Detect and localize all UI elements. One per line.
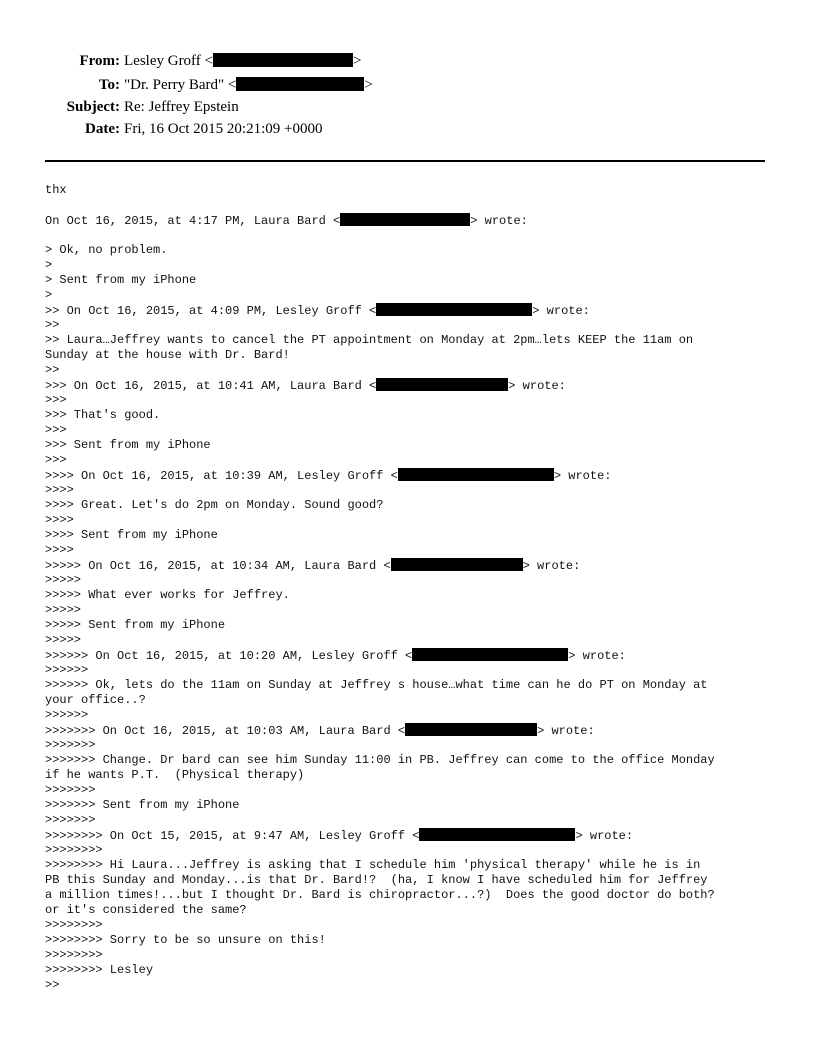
body-text: >>>>>>> Change. Dr bard can see him Sunday 11:00 in PB. Jeffrey can come to the office Monday: [45, 753, 715, 767]
body-line: [45, 243, 775, 258]
body-text: >>>>>>>>: [45, 843, 103, 857]
body-text: > wrote:: [568, 649, 626, 663]
body-line: [45, 783, 775, 798]
body-line: [45, 333, 775, 348]
body-text: >>>> On Oct 16, 2015, at 10:39 AM, Lesley Groff <: [45, 469, 398, 483]
body-text: >>: [45, 363, 60, 377]
date-value: Fri, 16 Oct 2015 20:21:09 +0000: [124, 121, 323, 137]
body-text: >>>>> On Oct 16, 2015, at 10:34 AM, Laura Bard <: [45, 559, 391, 573]
body-text: >>: [45, 978, 60, 992]
body-line: [45, 273, 775, 288]
body-line: [45, 408, 775, 423]
body-line: [45, 558, 775, 573]
body-text: >>>: [45, 393, 67, 407]
body-line: [45, 303, 775, 318]
body-line: [45, 228, 775, 243]
subject-label: Subject:: [66, 99, 120, 115]
body-text: >>>>>>>: [45, 738, 96, 752]
body-text: >: [45, 288, 53, 302]
body-line: [45, 633, 775, 648]
body-line: [45, 798, 775, 813]
body-line: [45, 843, 775, 858]
body-text: >>>>>>> Sent from my iPhone: [45, 798, 240, 812]
body-line: [45, 858, 775, 873]
body-line: [45, 318, 775, 333]
redaction-bar: [236, 77, 364, 91]
body-text: >>>>>>>> Hi Laura...Jeffrey is asking that I schedule him 'physical therapy' while he is in: [45, 858, 701, 872]
body-text: >>>: [45, 453, 67, 467]
body-line: [45, 453, 775, 468]
body-text: > Sent from my iPhone: [45, 273, 197, 287]
body-line: [45, 618, 775, 633]
body-text: >>>>>>>> Sorry to be so unsure on this!: [45, 933, 326, 947]
body-text: >>>>>>>> Lesley: [45, 963, 154, 977]
redaction-bar: [412, 648, 568, 661]
body-text: >>>>>>> On Oct 16, 2015, at 10:03 AM, Laura Bard <: [45, 724, 406, 738]
body-text: >>>>>> On Oct 16, 2015, at 10:20 AM, Lesley Groff <: [45, 649, 413, 663]
redaction-bar: [419, 828, 575, 841]
body-text: >>>>: [45, 483, 74, 497]
header-divider: [45, 160, 765, 162]
body-text: > wrote:: [470, 214, 528, 228]
body-line: [45, 603, 775, 618]
body-line: [45, 693, 775, 708]
body-text: > Ok, no problem.: [45, 243, 168, 257]
body-line: [45, 378, 775, 393]
body-text: Sunday at the house with Dr. Bard!: [45, 348, 290, 362]
body-line: [45, 723, 775, 738]
body-text: >>>>: [45, 543, 74, 557]
to-name: "Dr. Perry Bard" <: [124, 77, 237, 93]
body-line: [45, 393, 775, 408]
body-text: On Oct 16, 2015, at 4:17 PM, Laura Bard <: [45, 214, 341, 228]
body-text: >>>> Great. Let's do 2pm on Monday. Sound good?: [45, 498, 384, 512]
body-line: [45, 483, 775, 498]
date-label: Date:: [85, 121, 120, 137]
redaction-bar: [391, 558, 523, 571]
body-text: > wrote:: [553, 469, 612, 483]
body-line: [45, 963, 775, 978]
body-text: >>>: [45, 423, 67, 437]
body-line: [45, 768, 775, 783]
body-line: [45, 513, 775, 528]
body-text: >>> On Oct 16, 2015, at 10:41 AM, Laura Bard <: [45, 379, 377, 393]
body-line: [45, 918, 775, 933]
body-text: >>>>>>: [45, 708, 89, 722]
body-line: [45, 468, 775, 483]
body-text: > wrote:: [508, 379, 566, 393]
body-line: [45, 663, 775, 678]
body-line: [45, 678, 775, 693]
from-close-bracket: >: [353, 53, 362, 69]
body-line: [45, 873, 775, 888]
body-line: [45, 888, 775, 903]
body-line: [45, 528, 775, 543]
body-text: > wrote:: [522, 559, 581, 573]
body-text: > wrote:: [575, 829, 634, 843]
body-line: [45, 438, 775, 453]
body-text: >>>>>>>> On Oct 15, 2015, at 9:47 AM, Lesley Groff <: [45, 829, 420, 843]
body-line: [45, 258, 775, 273]
body-text: > wrote:: [537, 724, 595, 738]
body-line: [45, 708, 775, 723]
body-text: >>>>>>: [45, 663, 89, 677]
body-text: >>> Sent from my iPhone: [45, 438, 211, 452]
body-line: [45, 348, 775, 363]
to-close-bracket: >: [364, 77, 373, 93]
body-text: > wrote:: [532, 304, 590, 318]
redaction-bar: [376, 378, 508, 391]
to-value: [124, 76, 373, 94]
redaction-bar: [376, 303, 532, 316]
body-text: >>>>> What ever works for Jeffrey.: [45, 588, 290, 602]
body-text: >>>> Sent from my iPhone: [45, 528, 218, 542]
body-line: [45, 933, 775, 948]
redaction-bar: [213, 53, 353, 67]
body-text: >>>>>>>>: [45, 918, 103, 932]
email-body: [45, 183, 775, 993]
body-line: [45, 213, 775, 228]
body-line: [45, 828, 775, 843]
body-text: >>>>>: [45, 603, 82, 617]
body-text: your office..?: [45, 693, 146, 707]
body-line: [45, 573, 775, 588]
body-line: [45, 648, 775, 663]
body-text: >: [45, 258, 53, 272]
from-value: [124, 52, 361, 70]
body-line: [45, 423, 775, 438]
body-text: >>: [45, 318, 60, 332]
body-line: [45, 498, 775, 513]
body-text: or it's considered the same?: [45, 903, 247, 917]
redaction-bar: [340, 213, 470, 226]
to-label: To:: [98, 77, 120, 93]
body-text: >>>>>: [45, 633, 82, 647]
body-text: >>>>>>>: [45, 813, 96, 827]
body-line: [45, 543, 775, 558]
body-text: >> Laura…Jeffrey wants to cancel the PT appointment on Monday at 2pm…lets KEEP the 11am on: [45, 333, 694, 347]
body-line: [45, 948, 775, 963]
body-line: [45, 813, 775, 828]
subject-value: Re: Jeffrey Epstein: [124, 99, 239, 115]
body-text: >> On Oct 16, 2015, at 4:09 PM, Lesley Groff <: [45, 304, 377, 318]
body-text: a million times!...but I thought Dr. Bard is chiropractor...?) Does the good doctor do both?: [45, 888, 715, 902]
body-line: [45, 588, 775, 603]
body-line: [45, 753, 775, 768]
body-text: >>>>>> Ok, lets do the 11am on Sunday at Jeffrey s house…what time can he do PT on Monday at: [45, 678, 708, 692]
body-line: [45, 363, 775, 378]
body-text: >>>>>>>: [45, 783, 96, 797]
body-line: [45, 978, 775, 993]
body-text: thx: [45, 183, 67, 197]
body-text: >>> That's good.: [45, 408, 161, 422]
redaction-bar: [405, 723, 537, 736]
body-line: [45, 903, 775, 918]
body-text: PB this Sunday and Monday...is that Dr. Bard!? (ha, I know I have scheduled him for Jeffrey: [45, 873, 708, 887]
redaction-bar: [398, 468, 554, 481]
body-text: if he wants P.T. (Physical therapy): [45, 768, 305, 782]
body-text: >>>>> Sent from my iPhone: [45, 618, 226, 632]
body-line: [45, 288, 775, 303]
body-line: [45, 183, 775, 198]
body-line: [45, 198, 775, 213]
body-text: >>>>>: [45, 573, 82, 587]
body-line: [45, 738, 775, 753]
body-text: >>>>: [45, 513, 74, 527]
body-text: >>>>>>>>: [45, 948, 103, 962]
from-name: Lesley Groff <: [124, 53, 213, 69]
from-label: From:: [79, 53, 120, 69]
